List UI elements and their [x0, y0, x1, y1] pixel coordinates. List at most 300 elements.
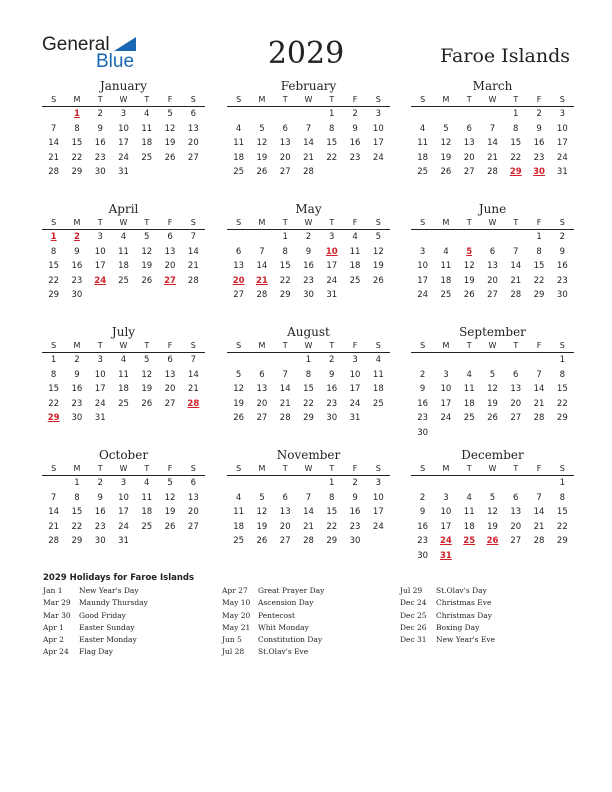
day-cell: 14 [303, 507, 314, 517]
weekday-label: T [282, 464, 288, 473]
day-cell [297, 107, 320, 122]
weekday-label: M [73, 341, 81, 350]
holiday-entry [43, 634, 223, 646]
week-row [42, 151, 205, 166]
day-cell: 29 [556, 536, 568, 546]
day-cell: 2 [536, 109, 542, 119]
day-cell: 24 [417, 290, 429, 300]
day-cell: 14 [487, 138, 498, 148]
holiday-entry [222, 634, 402, 646]
month-august [227, 325, 390, 426]
weekday-label: S [236, 95, 242, 104]
day-cell [182, 165, 205, 180]
day-cell: 10 [440, 384, 452, 394]
weekday-header [42, 93, 205, 107]
weekday-label: F [536, 218, 542, 227]
day-cell [135, 534, 158, 549]
day-cell [411, 353, 434, 368]
day-cell [481, 107, 504, 122]
day-cell: 18 [233, 152, 245, 163]
holiday-date: Jun 5 [222, 635, 242, 645]
weekday-label: S [190, 464, 196, 473]
day-cell: 30 [71, 290, 83, 300]
day-cell [343, 288, 366, 303]
page-header [0, 0, 612, 80]
week-row [42, 491, 205, 506]
day-cell: 31 [326, 290, 338, 300]
day-cell: 7 [50, 123, 57, 134]
day-cell [250, 230, 273, 245]
day-cell [367, 534, 390, 549]
day-cell: 15 [326, 507, 338, 517]
week-row [42, 476, 205, 491]
day-cell: 23 [556, 275, 568, 286]
day-cell: 18 [417, 152, 429, 163]
month-january [42, 79, 205, 180]
weekday-label: F [536, 95, 542, 104]
day-cell: 17 [556, 138, 568, 148]
week-row [227, 411, 390, 426]
holiday-entry [222, 646, 402, 658]
holiday-name: Boxing Day [436, 622, 480, 632]
holiday-day-cell: 29 [47, 413, 60, 423]
day-cell: 22 [71, 521, 83, 532]
day-cell: 18 [118, 261, 129, 271]
week-row [42, 245, 205, 260]
day-cell: 18 [440, 275, 452, 286]
day-cell: 14 [279, 384, 291, 394]
weekday-label: T [97, 95, 103, 104]
weekday-label: T [329, 341, 335, 350]
day-cell: 19 [164, 507, 176, 517]
day-cell: 3 [120, 478, 127, 488]
day-cell [89, 288, 112, 303]
day-cell: 21 [187, 261, 199, 271]
day-cell: 24 [440, 413, 452, 423]
day-cell: 19 [372, 261, 384, 271]
day-cell: 27 [233, 290, 245, 300]
day-cell: 13 [463, 138, 475, 148]
day-cell [504, 549, 527, 564]
day-cell: 28 [510, 290, 522, 300]
day-cell: 26 [164, 521, 176, 532]
week-row [42, 397, 205, 412]
day-cell: 12 [440, 138, 452, 148]
day-cell [250, 476, 273, 491]
month-title: August [287, 325, 330, 339]
day-cell: 15 [326, 138, 338, 148]
holiday-date: Dec 25 [400, 610, 427, 620]
holiday-name: Ascension Day [258, 598, 314, 608]
weekday-label: T [144, 218, 150, 227]
day-cell: 3 [375, 109, 382, 119]
day-cell: 25 [440, 290, 452, 300]
day-cell: 19 [233, 398, 245, 409]
day-cell: 27 [510, 536, 522, 546]
day-cell: 16 [349, 138, 361, 148]
day-cell: 11 [233, 507, 245, 517]
day-cell: 6 [190, 109, 197, 119]
day-cell: 9 [352, 123, 358, 134]
weekday-label: W [119, 464, 128, 473]
day-cell [481, 476, 504, 491]
week-row [227, 122, 390, 137]
day-cell: 6 [489, 246, 496, 257]
week-row [411, 382, 574, 397]
day-cell [274, 107, 297, 122]
day-cell: 9 [74, 369, 80, 380]
day-cell: 11 [141, 123, 153, 134]
month-title: May [295, 202, 322, 216]
day-cell: 15 [510, 138, 522, 148]
day-cell: 3 [375, 478, 382, 488]
day-cell: 8 [50, 369, 57, 380]
brand-logo[interactable] [42, 34, 152, 74]
weekday-label: F [536, 341, 542, 350]
week-row [411, 397, 574, 412]
holiday-day-cell: 10 [325, 246, 338, 257]
weekday-label: S [190, 218, 196, 227]
day-cell: 17 [94, 384, 106, 394]
week-row [227, 274, 390, 289]
holiday-date: May 10 [222, 598, 251, 608]
week-row [227, 353, 390, 368]
weekday-label: T [466, 95, 472, 104]
month-june [411, 202, 574, 303]
day-cell [227, 353, 250, 368]
weekday-label: S [420, 95, 426, 104]
day-cell: 14 [510, 261, 522, 271]
day-cell: 27 [187, 521, 199, 532]
day-cell [227, 107, 250, 122]
day-cell: 20 [510, 398, 522, 409]
day-cell: 17 [417, 275, 429, 286]
day-cell: 16 [71, 261, 83, 271]
day-cell: 15 [71, 507, 83, 517]
day-cell: 26 [440, 167, 452, 177]
day-cell: 6 [190, 478, 197, 488]
day-cell: 2 [419, 492, 426, 503]
weekday-header [411, 93, 574, 107]
holiday-day-cell: 28 [187, 398, 200, 409]
day-cell: 14 [187, 246, 199, 257]
day-cell [250, 353, 273, 368]
holiday-entry [400, 610, 580, 622]
holiday-entry [43, 646, 223, 658]
day-cell: 24 [372, 152, 384, 163]
day-cell [434, 476, 457, 491]
day-cell: 11 [118, 369, 129, 380]
weekday-label: T [513, 218, 519, 227]
day-cell [135, 165, 158, 180]
day-cell: 6 [282, 492, 288, 503]
day-cell: 30 [303, 290, 314, 300]
week-row [411, 122, 574, 137]
day-cell: 13 [164, 246, 176, 257]
day-cell: 24 [118, 152, 129, 163]
day-cell: 2 [97, 478, 103, 488]
week-row [411, 136, 574, 151]
holiday-day-cell: 5 [466, 246, 473, 257]
day-cell: 9 [419, 507, 426, 517]
day-cell: 7 [190, 232, 197, 242]
month-title: October [98, 448, 149, 462]
weekday-label: M [258, 341, 266, 350]
week-row [411, 245, 574, 260]
week-row [42, 122, 205, 137]
day-cell: 14 [303, 138, 314, 148]
day-cell: 8 [329, 492, 335, 503]
day-cell: 15 [556, 384, 568, 394]
day-cell: 21 [533, 398, 545, 409]
day-cell: 15 [279, 261, 291, 271]
day-cell: 25 [372, 398, 384, 409]
day-cell: 3 [120, 109, 127, 119]
holiday-day-cell: 21 [256, 275, 268, 286]
day-cell: 30 [349, 536, 361, 546]
day-cell: 18 [349, 261, 361, 271]
weekday-header [411, 216, 574, 230]
day-cell [158, 288, 181, 303]
week-row [227, 382, 390, 397]
day-cell: 30 [94, 536, 106, 546]
day-cell: 7 [50, 492, 57, 503]
day-cell: 5 [375, 232, 382, 242]
day-cell: 23 [349, 152, 361, 163]
weekday-label: S [420, 341, 426, 350]
day-cell: 4 [419, 123, 426, 134]
week-row [411, 230, 574, 245]
day-cell: 12 [233, 384, 245, 394]
day-cell: 28 [303, 167, 314, 177]
day-cell [112, 411, 135, 426]
day-cell: 12 [372, 246, 384, 257]
weekday-label: F [167, 341, 173, 350]
week-row [42, 165, 205, 180]
day-cell [182, 411, 205, 426]
week-row [227, 505, 390, 520]
week-row [227, 259, 390, 274]
day-cell [434, 230, 457, 245]
day-cell: 15 [48, 384, 60, 394]
weekday-label: S [190, 341, 196, 350]
holiday-date: May 21 [222, 622, 251, 632]
day-cell: 22 [279, 275, 291, 286]
day-cell: 16 [94, 138, 106, 148]
day-cell: 29 [71, 536, 83, 546]
day-cell: 15 [71, 138, 83, 148]
day-cell: 30 [417, 427, 429, 438]
day-cell: 24 [326, 275, 338, 286]
day-cell: 9 [536, 123, 542, 134]
weekday-label: T [466, 341, 472, 350]
weekday-header [227, 462, 390, 476]
month-title: February [280, 79, 337, 93]
day-cell: 2 [419, 369, 426, 380]
weekday-label: T [466, 218, 472, 227]
month-title: November [276, 448, 341, 462]
day-cell: 23 [71, 275, 83, 286]
holidays-list [43, 585, 583, 665]
day-cell: 25 [233, 167, 245, 177]
day-cell: 4 [352, 232, 358, 242]
day-cell [504, 426, 527, 441]
weekday-label: S [375, 218, 381, 227]
day-cell [458, 476, 481, 491]
day-cell: 8 [74, 123, 80, 134]
holiday-name: Whit Monday [258, 622, 309, 632]
month-april [42, 202, 205, 303]
holiday-date: Apr 24 [43, 647, 69, 657]
weekday-label: M [258, 95, 266, 104]
day-cell: 17 [372, 507, 384, 517]
day-cell: 1 [305, 355, 312, 365]
day-cell: 25 [349, 275, 361, 286]
day-cell: 8 [50, 246, 57, 257]
weekday-label: M [258, 218, 266, 227]
day-cell: 20 [279, 152, 291, 163]
weekday-label: T [144, 464, 150, 473]
day-cell: 14 [533, 384, 545, 394]
day-cell: 22 [71, 152, 83, 163]
weekday-label: M [73, 464, 81, 473]
day-cell: 20 [279, 521, 291, 532]
day-cell: 11 [463, 507, 475, 517]
day-cell: 8 [282, 246, 288, 257]
day-cell [504, 230, 527, 245]
week-row [42, 259, 205, 274]
day-cell: 1 [329, 478, 335, 488]
day-cell: 3 [97, 355, 103, 365]
day-cell: 10 [349, 369, 361, 380]
day-cell: 31 [94, 413, 106, 423]
day-cell [182, 288, 205, 303]
day-cell: 4 [120, 232, 127, 242]
weekday-header [42, 462, 205, 476]
weekday-header [411, 462, 574, 476]
day-cell: 13 [164, 369, 176, 380]
day-cell: 29 [303, 413, 314, 423]
day-cell: 18 [372, 384, 384, 394]
day-cell: 2 [352, 478, 358, 488]
day-cell: 20 [256, 398, 268, 409]
day-cell [158, 165, 181, 180]
holiday-date: Dec 24 [400, 598, 427, 608]
country-name: Faroe Islands [440, 45, 570, 67]
week-row [411, 165, 574, 180]
day-cell [227, 230, 250, 245]
day-cell: 16 [94, 507, 106, 517]
day-cell: 5 [167, 109, 173, 119]
weekday-label: T [329, 218, 335, 227]
holiday-entry [43, 585, 223, 597]
day-cell: 20 [487, 275, 498, 286]
day-cell: 29 [48, 290, 60, 300]
day-cell: 12 [463, 261, 475, 271]
week-row [42, 274, 205, 289]
day-cell: 29 [556, 413, 568, 423]
day-cell: 9 [559, 246, 566, 257]
day-cell: 21 [303, 152, 314, 163]
day-cell: 28 [303, 536, 314, 546]
logo-text-general: General [42, 34, 110, 55]
day-cell: 6 [513, 369, 519, 380]
weekday-header [411, 339, 574, 353]
day-cell: 27 [463, 167, 475, 177]
day-cell [411, 107, 434, 122]
week-row [227, 520, 390, 535]
day-cell: 26 [141, 275, 153, 286]
day-cell: 13 [510, 507, 522, 517]
holiday-date: Mar 29 [43, 598, 71, 608]
weekday-label: T [282, 218, 288, 227]
holiday-day-cell: 31 [440, 550, 452, 561]
holiday-date: Dec 31 [400, 635, 427, 645]
day-cell: 20 [164, 384, 176, 394]
day-cell: 17 [94, 261, 106, 271]
holiday-entry [222, 585, 402, 597]
day-cell: 27 [164, 398, 176, 409]
day-cell: 9 [329, 369, 335, 380]
day-cell: 14 [48, 138, 60, 148]
day-cell [527, 426, 550, 441]
weekday-label: W [119, 95, 128, 104]
holiday-day-cell: 30 [533, 167, 545, 177]
weekday-label: S [236, 464, 242, 473]
day-cell: 14 [48, 507, 60, 517]
month-may [227, 202, 390, 303]
day-cell: 13 [187, 492, 199, 503]
day-cell: 25 [141, 521, 153, 532]
day-cell [320, 165, 343, 180]
day-cell: 26 [487, 413, 498, 423]
day-cell: 28 [187, 275, 199, 286]
week-row [227, 151, 390, 166]
weekday-label: S [375, 464, 381, 473]
day-cell: 30 [326, 413, 338, 423]
weekday-label: S [420, 464, 426, 473]
day-cell: 11 [233, 138, 245, 148]
week-row [42, 107, 205, 122]
day-cell: 3 [352, 355, 358, 365]
day-cell [458, 353, 481, 368]
holiday-name: Christmas Day [436, 610, 492, 620]
day-cell: 19 [164, 138, 176, 148]
week-row [227, 476, 390, 491]
day-cell: 28 [48, 167, 60, 177]
day-cell [367, 411, 390, 426]
day-cell [367, 288, 390, 303]
day-cell: 22 [326, 152, 338, 163]
holidays-column [400, 585, 580, 646]
day-cell: 22 [556, 521, 568, 532]
week-row [411, 505, 574, 520]
day-cell: 26 [256, 536, 268, 546]
weekday-label: T [513, 341, 519, 350]
day-cell [434, 353, 457, 368]
weekday-label: T [513, 464, 519, 473]
week-row [411, 288, 574, 303]
day-cell: 14 [187, 369, 199, 380]
holiday-entry [400, 634, 580, 646]
weekday-label: F [167, 464, 173, 473]
day-cell: 4 [120, 355, 127, 365]
day-cell: 22 [48, 275, 60, 286]
day-cell: 23 [417, 536, 429, 546]
week-row [411, 476, 574, 491]
week-row [227, 397, 390, 412]
day-cell: 21 [303, 521, 314, 532]
